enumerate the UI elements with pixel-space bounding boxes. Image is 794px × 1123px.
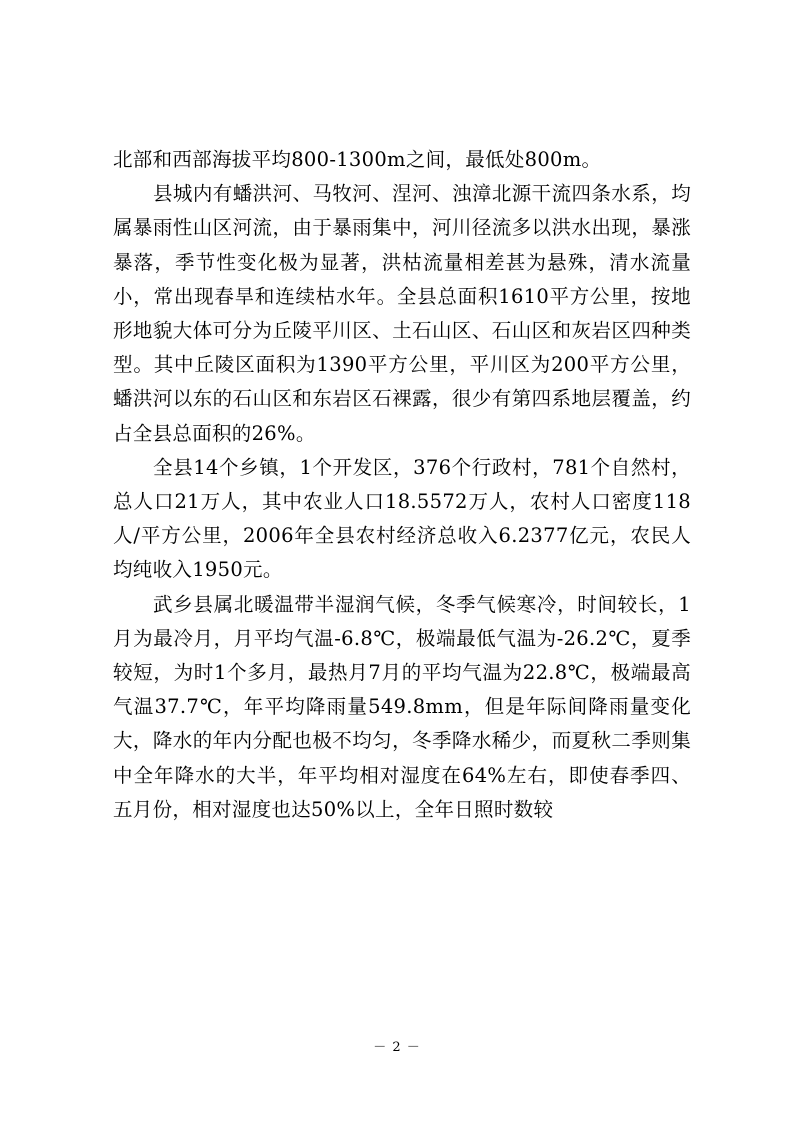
paragraph-rivers-terrain: 县城内有蟠洪河、马牧河、涅河、浊漳北源干流四条水系，均属暴雨性山区河流，由于暴雨集中，河川径流多以洪水出现，暴涨暴落，季节性变化极为显著，洪枯流量相差甚为悬殊，清水流量小，常出现春旱和连续枯水年。全县总面积1610平方公里，按地形地貌大体可分为丘陵平川区、土石山区、石山区和灰岩区四种类型。其中丘陵区面积为1390平方公里，平川区为200平方公里，蟠洪河以东的石山区和东岩区石裸露，很少有第四系地层覆盖，约占全县总面积的26%。 bbox=[113, 182, 691, 445]
paragraph-climate: 武乡县属北暖温带半湿润气候，冬季气候寒冷，时间较长，1月为最冷月，月平均气温-6.8℃，极端最低气温为-26.2℃，夏季较短，为时1个多月，最热月7月的平均气温为22.8℃，极端最高气温37.7℃，年平均降雨量549.8mm，但是年际间降雨量变化大，降水的年内分配也极不均匀，冬季降水稀少，而夏秋二季则集中全年降水的大半，年平均相对湿度在64%左右，即使春季四、五月份，相对湿度也达50%以上，全年日照时数较 bbox=[113, 592, 691, 821]
paragraph-elevation: 北部和西部海拔平均800-1300m之间，最低处800m。 bbox=[113, 148, 602, 171]
document-body bbox=[113, 143, 691, 827]
paragraph-population-economy: 全县14个乡镇，1个开发区，376个行政村，781个自然村，总人口21万人，其中农业人口18.5572万人，农村人口密度118人/平方公里，2006年全县农村经济总收入6.2377亿元，农民人均纯收入1950元。 bbox=[113, 455, 691, 582]
page-number: － 2 － bbox=[373, 1040, 421, 1055]
